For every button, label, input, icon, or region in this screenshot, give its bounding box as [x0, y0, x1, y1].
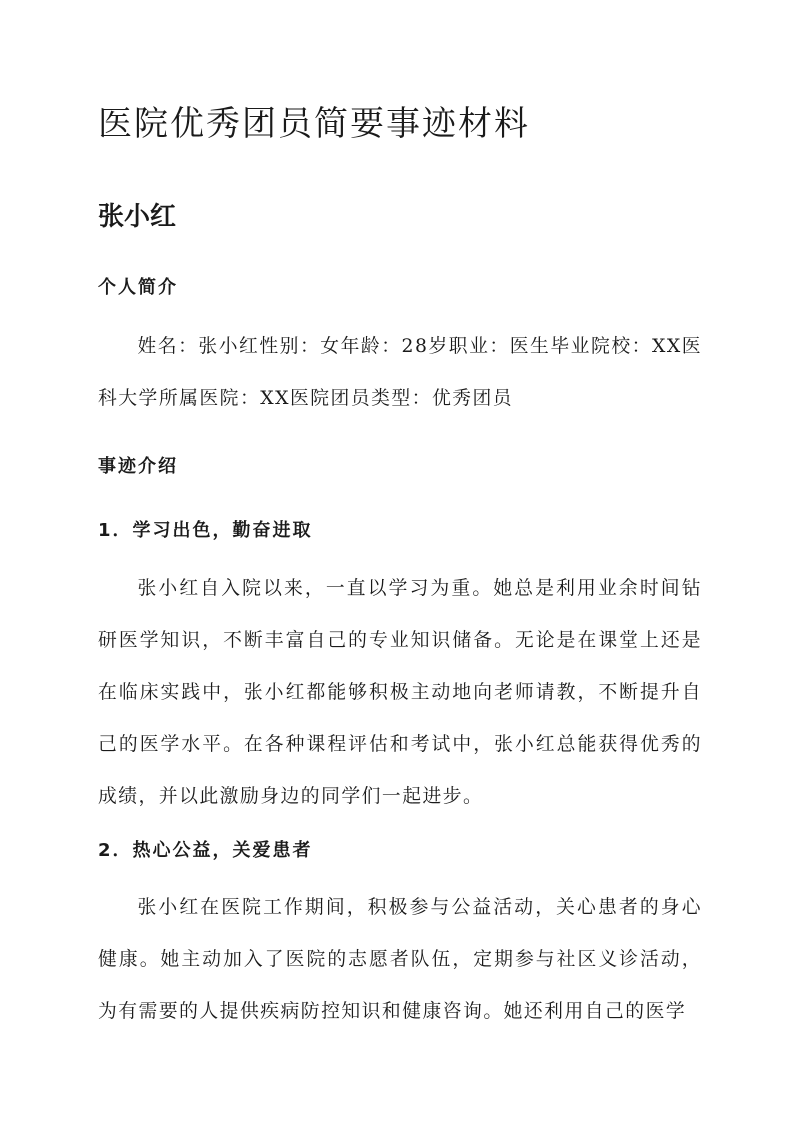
item1-heading: 1．学习出色，勤奋进取 — [98, 520, 313, 541]
section-heading-intro: 个人简介 — [98, 277, 178, 298]
item2-paragraph: 张小红在医院工作期间，积极参与公益活动，关心患者的身心健康。她主动加入了医院的志愿者队伍，定期参与社区义诊活动，为有需要的人提供疾病防控知识和健康咨询。她还利用自己的医学 — [98, 897, 702, 1022]
document-title: 医院优秀团员简要事迹材料 — [98, 104, 530, 144]
item1-paragraph: 张小红自入院以来，一直以学习为重。她总是利用业余时间钻研医学知识，不断丰富自己的专业知识储备。无论是在课堂上还是在临床实践中，张小红都能够积极主动地向老师请教，不断提升自己的医学水平。在各种课程评估和考试中，张小红总能获得优秀的成绩，并以此激励身边的同学们一起进步。 — [98, 578, 702, 807]
author-name: 张小红 — [98, 202, 177, 232]
item2-heading: 2．热心公益，关爱患者 — [98, 840, 313, 861]
section-heading-deeds: 事迹介绍 — [98, 456, 178, 477]
intro-paragraph: 姓名：张小红性别：女年龄：28岁职业：医生毕业院校：XX医科大学所属医院：XX医院团员类型：优秀团员 — [98, 336, 702, 409]
